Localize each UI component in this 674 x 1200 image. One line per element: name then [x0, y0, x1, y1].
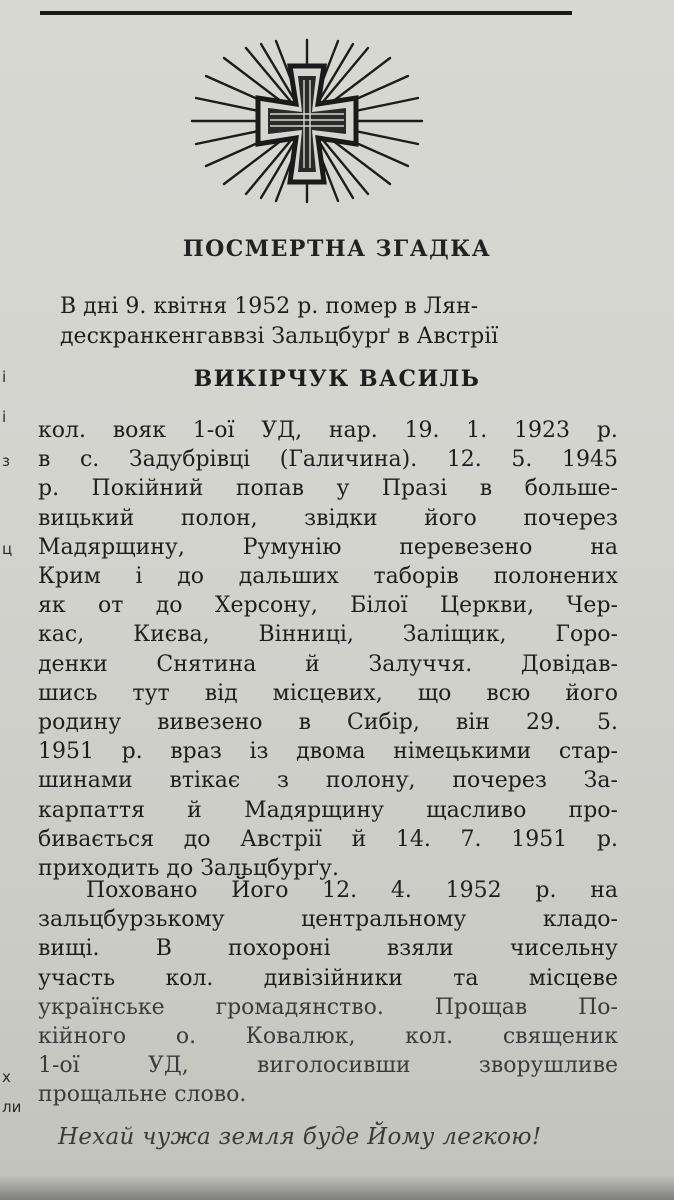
word: кас,: [38, 622, 85, 648]
word: громадянство.: [215, 994, 384, 1020]
word: 7.: [460, 826, 482, 852]
word: Заліщик,: [402, 622, 507, 648]
intro-line: дескранкенгаввзі Зальцбурґ в Австрії: [60, 324, 499, 349]
word: в: [298, 710, 311, 736]
word: як: [38, 593, 66, 619]
word: попав: [235, 476, 304, 502]
word: Румунію: [242, 534, 342, 560]
intro-line: В дні 9. квітня 1952 р. помер в Лян-: [60, 294, 479, 319]
word: 1-ої: [38, 1053, 80, 1079]
word: взяли: [386, 936, 454, 962]
page-title: ПОСМЕРТНА ЗГАДКА: [182, 236, 492, 262]
text-line: [38, 591, 618, 620]
word: В: [155, 936, 172, 962]
word: 1952: [445, 878, 502, 903]
word: Білої: [350, 593, 408, 619]
text-line: [38, 796, 618, 825]
text-line: [38, 934, 618, 963]
word: 14.: [395, 826, 431, 852]
text-line: [38, 964, 618, 993]
word: полонених: [493, 564, 618, 590]
word: Задубрівці: [128, 447, 251, 473]
word: від: [204, 680, 238, 706]
word: 1.: [466, 418, 488, 443]
margin-fragment: і: [2, 368, 7, 386]
word: вицький: [38, 505, 135, 531]
text-line: [38, 766, 618, 795]
word: участь: [38, 965, 116, 991]
word: Поховано: [86, 878, 198, 903]
margin-fragment: х: [2, 1068, 11, 1086]
word: зальцбурзькому: [38, 907, 225, 933]
word: Прощав: [434, 994, 528, 1020]
cross-with-rays-icon: [186, 36, 428, 206]
word: денки: [38, 651, 108, 677]
margin-fragment: і: [2, 408, 7, 426]
word: вояк: [112, 418, 167, 443]
word: Церкви,: [439, 593, 535, 619]
word: із: [249, 739, 269, 765]
text-line: приходить до Зальцбурґу.: [38, 856, 339, 882]
word: 5.: [596, 710, 618, 736]
word: і: [135, 564, 143, 590]
word: Покійний: [91, 476, 204, 502]
word: 12.: [446, 447, 482, 473]
word: українське: [38, 994, 165, 1020]
word: Залуччя.: [368, 651, 473, 677]
word: звідки: [304, 505, 378, 531]
word: Крим: [38, 564, 101, 590]
word: до: [183, 826, 211, 852]
text-line: [38, 416, 618, 445]
word: чисельну: [509, 936, 618, 962]
word: перевезено: [399, 534, 533, 560]
word: р.: [535, 878, 557, 903]
word: вищі.: [38, 936, 100, 962]
word: Мадярщину: [244, 797, 384, 823]
word: в: [38, 447, 51, 473]
word: 1951: [38, 739, 94, 765]
word: почерез: [452, 768, 547, 794]
word: большe-: [524, 476, 618, 502]
word: стар-: [558, 739, 618, 765]
word: шись: [38, 680, 98, 706]
word: всю: [486, 680, 531, 706]
word: р.: [596, 418, 618, 443]
text-line: [38, 504, 618, 533]
word: кол.: [405, 1024, 454, 1050]
word: він: [455, 710, 490, 736]
word: Снятина: [156, 651, 257, 677]
word: Херсону,: [214, 593, 318, 619]
bottom-shadow: [0, 1175, 674, 1200]
word: Чер-: [566, 593, 618, 619]
word: от: [97, 593, 124, 619]
word: Сибір,: [346, 710, 420, 736]
margin-fragment: ли: [2, 1098, 22, 1116]
text-line: [38, 737, 618, 766]
word: родину: [38, 710, 122, 736]
word: За-: [583, 768, 618, 794]
word: місцевих,: [272, 680, 383, 706]
word: бивається: [38, 826, 155, 852]
word: По-: [578, 994, 618, 1020]
margin-fragment: з: [2, 452, 10, 470]
word: полон,: [180, 505, 258, 531]
left-margin-fragments: [0, 0, 20, 1200]
word: 12.: [322, 878, 358, 903]
text-line: [38, 993, 618, 1022]
word: й: [305, 651, 320, 677]
word: й: [351, 826, 367, 852]
word: 1923: [514, 418, 571, 443]
word: р.: [38, 476, 60, 502]
word: до: [177, 564, 205, 590]
word: тут: [132, 680, 170, 706]
farewell-line: Нехай чужа земля буде Йому легкою!: [58, 1124, 542, 1150]
word: Горо-: [555, 622, 618, 648]
word: на: [590, 534, 618, 560]
text-line: [38, 876, 618, 905]
deceased-name: ВИКІРЧУК ВАСИЛЬ: [193, 366, 481, 392]
word: у: [336, 476, 350, 502]
word: дивізійники: [263, 965, 403, 991]
word: священик: [502, 1024, 618, 1050]
word: кол.: [165, 965, 214, 991]
margin-fragment: ц: [2, 540, 13, 558]
word: Києва,: [133, 622, 210, 648]
word: з: [277, 768, 290, 794]
text-line: прощальне слово.: [38, 1082, 247, 1108]
word: 5.: [511, 447, 533, 473]
text-line: [38, 474, 618, 503]
word: Австрії: [240, 826, 322, 852]
word: таборів: [373, 564, 459, 590]
word: почерез: [523, 505, 618, 531]
word: УД,: [147, 1053, 189, 1079]
word: карпаття: [38, 797, 145, 823]
word: р.: [121, 739, 143, 765]
word: про-: [568, 797, 618, 823]
word: р.: [596, 826, 618, 852]
word: 1951: [511, 826, 568, 852]
word: вивезено: [157, 710, 263, 736]
word: (Галичина).: [279, 447, 418, 473]
text-line: [38, 562, 618, 591]
text-line: [38, 1051, 618, 1080]
word: Мадярщину,: [38, 534, 185, 560]
word: в: [479, 476, 493, 502]
word: німецькими: [393, 739, 532, 765]
word: центральному: [301, 907, 467, 933]
word: виголосивши: [257, 1053, 411, 1079]
word: кійного: [38, 1024, 127, 1050]
word: 19.: [404, 418, 440, 443]
text-line: [38, 650, 618, 679]
burial-paragraph: [38, 876, 618, 1110]
word: кладо-: [542, 907, 618, 933]
intro-paragraph: [60, 292, 600, 352]
word: 29.: [525, 710, 561, 736]
top-rule: [40, 11, 572, 15]
word: Довідав-: [520, 651, 618, 677]
word: УД,: [261, 418, 303, 443]
word: с.: [79, 447, 100, 473]
word: його: [424, 505, 477, 531]
text-line: [38, 708, 618, 737]
word: на: [590, 878, 618, 903]
text-line: [38, 679, 618, 708]
word: полону,: [325, 768, 416, 794]
word: похороні: [228, 936, 331, 962]
word: Його: [231, 878, 289, 903]
word: та: [453, 965, 479, 991]
word: нар.: [328, 418, 378, 443]
word: 4.: [390, 878, 412, 903]
word: 1945: [562, 447, 618, 473]
word: шинами: [38, 768, 133, 794]
word: кол.: [38, 418, 86, 443]
text-line: [38, 905, 618, 934]
word: його: [565, 680, 618, 706]
word: Ковалюк,: [245, 1024, 356, 1050]
word: двома: [296, 739, 366, 765]
word: о.: [175, 1024, 197, 1050]
word: місцеве: [528, 965, 618, 991]
word: щасливо: [426, 797, 527, 823]
word: враз: [170, 739, 222, 765]
word: до: [155, 593, 183, 619]
word: що: [417, 680, 452, 706]
text-line: [38, 825, 618, 854]
word: Вінниці,: [258, 622, 354, 648]
word: й: [187, 797, 202, 823]
text-line: [38, 533, 618, 562]
word: дальших: [238, 564, 339, 590]
word: зворушливе: [478, 1053, 618, 1079]
text-line: [38, 445, 618, 474]
word: 1-ої: [192, 418, 235, 443]
text-line: [38, 620, 618, 649]
text-line: [38, 1022, 618, 1051]
word: Празі: [381, 476, 448, 502]
word: втікає: [169, 768, 241, 794]
biography-paragraph: [38, 416, 618, 883]
